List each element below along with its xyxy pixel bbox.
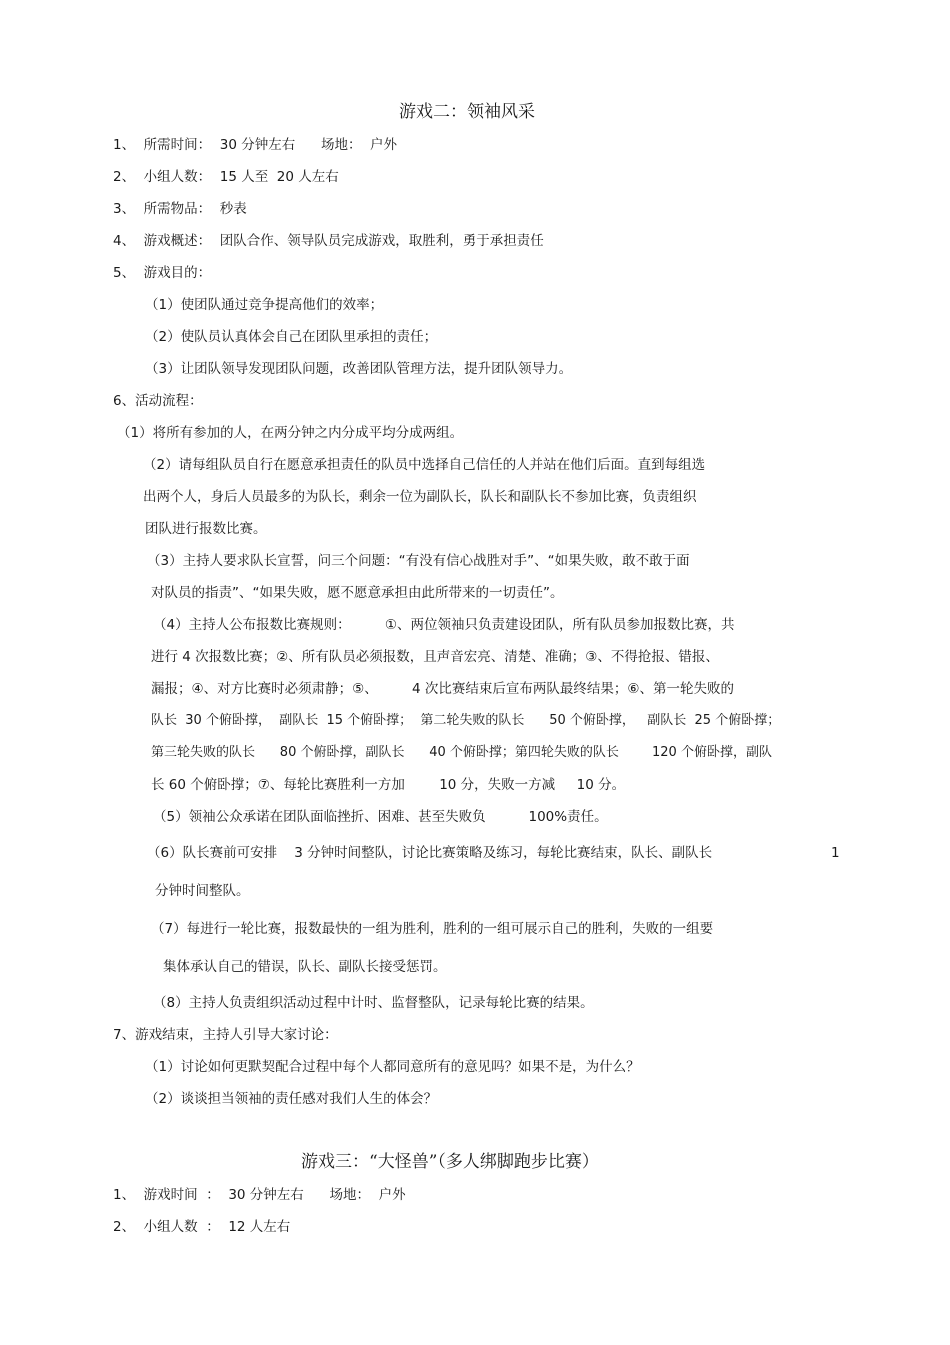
flow-line: 进行 4 次报数比赛；②、所有队员必须报数，且声音宏亮、清楚、准确；③、不得抢报、错报、 [151,649,719,665]
purpose-2: （2）使队员认真体会自己在团队里承担的责任； [145,329,438,345]
flow-line: （7）每进行一轮比赛，报数最快的一组为胜利，胜利的一组可展示自己的胜利，失败的一组要 [151,921,714,937]
flow-line: 出两个人，身后人员最多的为队长，剩余一位为副队长，队长和副队长不参加比赛，负责组织 [143,489,697,505]
flow-line: 对队员的指责”、“如果失败，愿不愿意承担由此所带来的一切责任”。 [151,585,564,601]
end-line: （2）谈谈担当领袖的责任感对我们人生的体会？ [145,1091,438,1107]
game3-item-group-size: 2、 小组人数 ： 12 人左右 [113,1219,291,1235]
flow-line: 第三轮失败的队长 80 个俯卧撑，副队长 40 个俯卧撑；第四轮失败的队长 120 个俯卧撑，副队 [151,745,772,760]
game2-title: 游戏二：领袖风采 [399,102,535,122]
flow-line: （3）主持人要求队长宣誓，问三个问题：“有没有信心战胜对手”、“如果失败，敢不敢于面 [147,553,690,569]
flow-line: 漏报；④、对方比赛时必须肃静；⑤、 4 次比赛结束后宣布两队最终结果；⑥、第一轮失败的 [151,681,735,697]
game2-item-time: 1、 所需时间： 30 分钟左右 场地： 户外 [113,137,398,153]
game2-item-purpose: 5、 游戏目的： [113,265,212,281]
flow-heading: 6、活动流程： [113,393,203,409]
flow-line: （2）请每组队员自行在愿意承担责任的队员中选择自己信任的人并站在他们后面。直到每组选 [143,457,706,473]
game2-item-group-size: 2、 小组人数： 15 人至 20 人左右 [113,169,339,185]
flow-line: 集体承认自己的错误，队长、副队长接受惩罚。 [163,959,447,975]
flow-line: 长 60 个俯卧撑；⑦、每轮比赛胜利一方加 10 分，失败一方减 10 分。 [151,777,626,793]
flow-line: （4）主持人公布报数比赛规则： ①、两位领袖只负责建设团队，所有队员参加报数比赛，共 [153,617,735,633]
flow-line: （6）队长赛前可安排 3 分钟时间整队，讨论比赛策略及练习，每轮比赛结束，队长、副队长 [147,845,713,861]
purpose-3: （3）让团队领导发现团队问题，改善团队管理方法，提升团队领导力。 [145,361,573,377]
game2-item-overview: 4、 游戏概述： 团队合作、领导队员完成游戏，取胜利，勇于承担责任 [113,233,544,249]
end-line: （1）讨论如何更默契配合过程中每个人都同意所有的意见吗？如果不是，为什么？ [145,1059,640,1075]
flow-line: 队长 30 个俯卧撑， 副队长 15 个俯卧撑； 第二轮失败的队长 50 个俯卧撑， 副队长 25 个俯卧撑； [151,713,781,728]
game2-item-materials: 3、 所需物品： 秒表 [113,201,247,217]
flow-line: 团队进行报数比赛。 [145,521,267,537]
flow-line: （8）主持人负责组织活动过程中计时、监督整队，记录每轮比赛的结果。 [153,995,594,1011]
flow-line: （1）将所有参加的人，在两分钟之内分成平均分成两组。 [117,425,464,441]
purpose-1: （1）使团队通过竞争提高他们的效率； [145,297,384,313]
flow-line: （5）领袖公众承诺在团队面临挫折、困难、甚至失败负 100%责任。 [153,809,608,825]
end-heading: 7、游戏结束，主持人引导大家讨论： [113,1027,338,1043]
game3-item-time: 1、 游戏时间 ： 30 分钟左右 场地： 户外 [113,1187,406,1203]
flow-line-number: 1 [831,845,840,861]
game3-title: 游戏三：“大怪兽”（多人绑脚跑步比赛） [301,1152,599,1172]
flow-line: 分钟时间整队。 [155,883,250,899]
